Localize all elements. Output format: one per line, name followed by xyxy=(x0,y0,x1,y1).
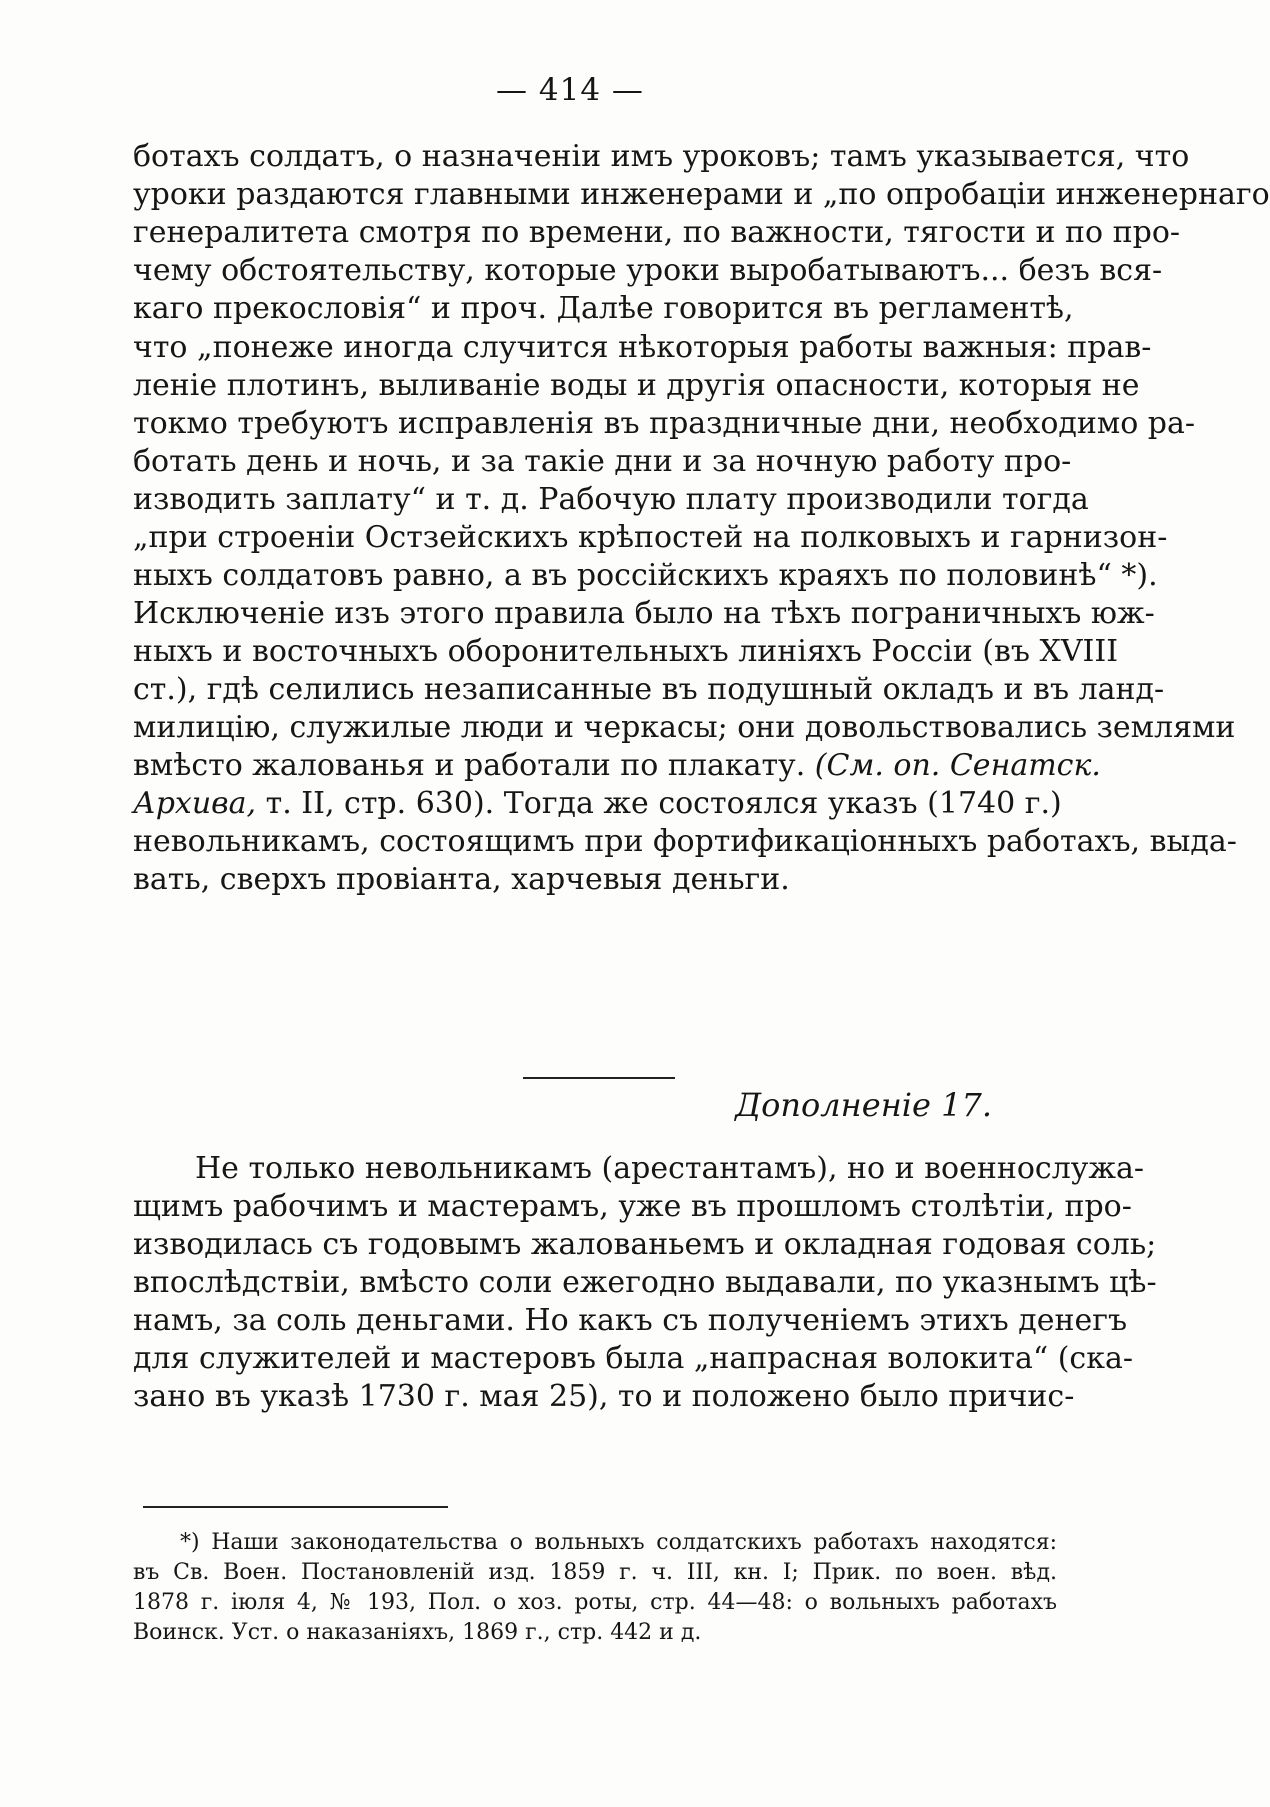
text-line: щимъ рабочимъ и мастерамъ, уже въ прошломъ столѣтіи, про- xyxy=(133,1189,1132,1224)
text-line: Исключеніе изъ этого правила было на тѣхъ пограничныхъ юж- xyxy=(133,596,1155,631)
text-line: каго прекословія“ и проч. Далѣе говорится въ регламентѣ, xyxy=(133,291,1074,326)
text-line: ныхъ солдатовъ равно, а въ россійскихъ краяхъ по половинѣ“ *). xyxy=(133,558,1158,593)
text-line: уроки раздаются главными инженерами и „по опробаціи инженернаго xyxy=(133,177,1270,212)
footnote-line: *) Наши законодательства о вольныхъ солдатскихъ работахъ находятся: xyxy=(180,1530,1057,1555)
footnote-line: Воинск. Уст. о наказаніяхъ, 1869 г., стр. 442 и д. xyxy=(133,1620,702,1645)
section-heading: Дополненіе 17. xyxy=(735,1086,992,1124)
text-segment: вмѣсто жалованья и работали по плакату. xyxy=(133,748,806,783)
text-line xyxy=(133,783,1062,825)
text-line xyxy=(133,745,1101,787)
citation-italic: (См. оп. Сенатск. xyxy=(814,748,1101,783)
text-line: изводилась съ годовымъ жалованьемъ и окладная годовая соль; xyxy=(133,1227,1157,1262)
text-line: вать, сверхъ провіанта, харчевыя деньги. xyxy=(133,862,790,897)
text-line: для служителей и мастеровъ была „напрасная волокита“ (ска- xyxy=(133,1341,1133,1376)
text-line: ныхъ и восточныхъ оборонительныхъ линіяхъ Россіи (въ XVIII xyxy=(133,634,1119,669)
citation-italic: Архива, xyxy=(133,786,257,821)
text-line: невольникамъ, состоящимъ при фортификаціонныхъ работахъ, выда- xyxy=(133,824,1237,859)
text-line: „при строеніи Остзейскихъ крѣпостей на полковыхъ и гарнизон- xyxy=(133,520,1168,555)
section-divider xyxy=(523,1077,675,1079)
text-line: генералитета смотря по времени, по важности, тягости и по про- xyxy=(133,215,1181,250)
text-line: Не только невольникамъ (арестантамъ), но и военнослужа- xyxy=(195,1151,1145,1186)
text-line: впослѣдствіи, вмѣсто соли ежегодно выдавали, по указнымъ цѣ- xyxy=(133,1265,1157,1300)
text-line: ст.), гдѣ селились незаписанные въ подушный окладъ и въ ланд- xyxy=(133,672,1165,707)
text-line: милицію, служилые люди и черкасы; они довольствовались землями xyxy=(133,710,1236,745)
text-line: изводить заплату“ и т. д. Рабочую плату производили тогда xyxy=(133,482,1089,517)
text-line: ботать день и ночь, и за такіе дни и за ночную работу про- xyxy=(133,444,1072,479)
text-segment: т. II, стр. 630). Тогда же состоялся указъ (1740 г.) xyxy=(265,786,1062,821)
text-line: зано въ указѣ 1730 г. мая 25), то и положено было причис- xyxy=(133,1379,1075,1414)
text-line: ботахъ солдатъ, о назначеніи имъ уроковъ; тамъ указывается, что xyxy=(133,139,1190,174)
text-line: намъ, за соль деньгами. Но какъ съ полученіемъ этихъ денегъ xyxy=(133,1303,1128,1338)
footnote-line: 1878 г. іюля 4, № 193, Пол. о хоз. роты, стр. 44—48: о вольныхъ работахъ xyxy=(133,1590,1057,1615)
text-line: токмо требуютъ исправленія въ праздничные дни, необходимо ра- xyxy=(133,406,1196,441)
page-number: — 414 — xyxy=(496,72,644,108)
footnote-line: въ Св. Воен. Постановленій изд. 1859 г. ч. III, кн. I; Прик. по воен. вѣд. xyxy=(133,1560,1057,1585)
text-line: чему обстоятельству, которые уроки выробатываютъ... безъ вся- xyxy=(133,253,1163,288)
footnote-divider xyxy=(143,1506,448,1508)
text-line: что „понеже иногда случится нѣкоторыя работы важныя: прав- xyxy=(133,330,1152,365)
text-line: леніе плотинъ, выливаніе воды и другія опасности, которыя не xyxy=(133,368,1140,403)
